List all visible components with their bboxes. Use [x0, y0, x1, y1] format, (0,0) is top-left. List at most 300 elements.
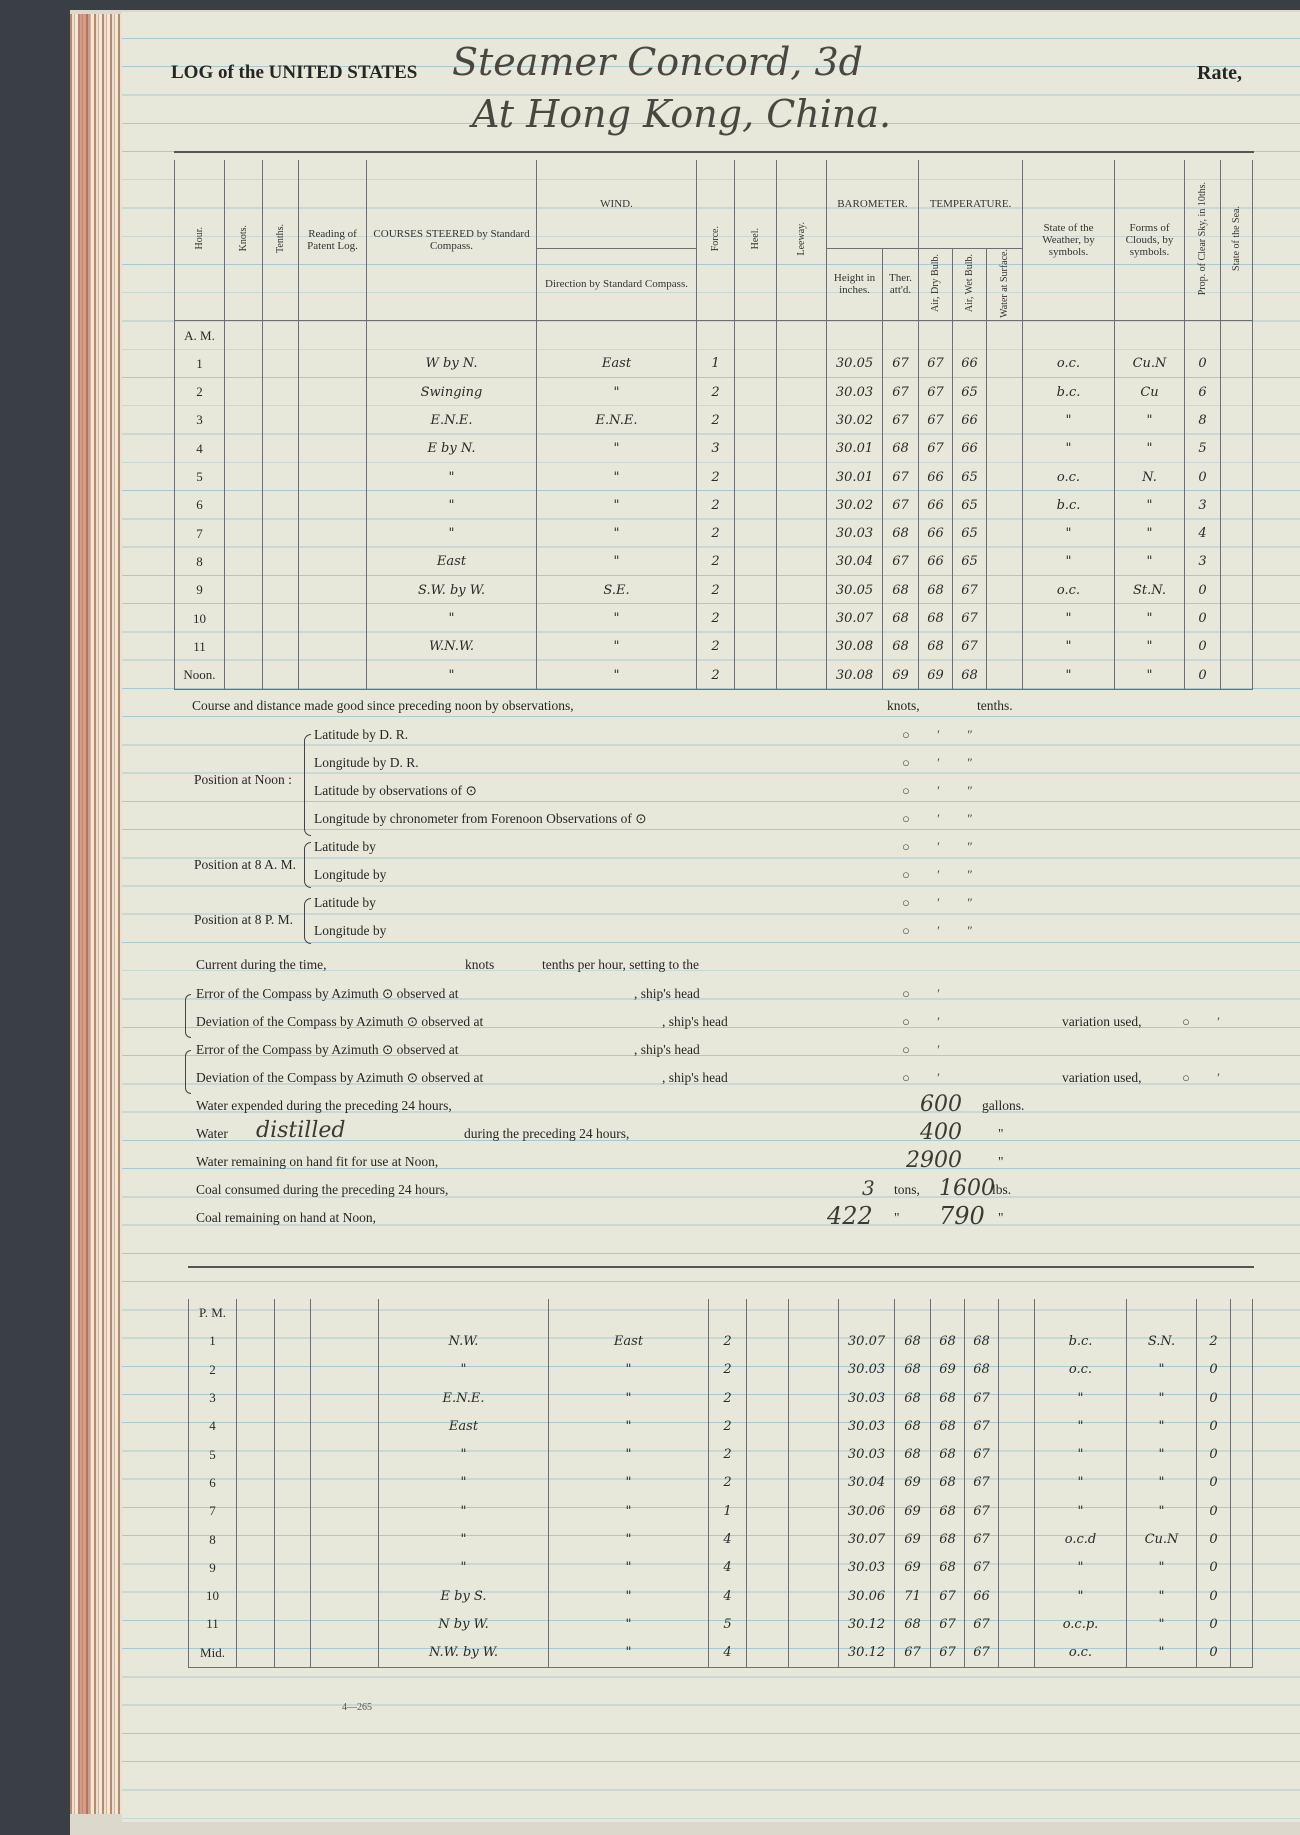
am-height-cell: 30.02 [827, 491, 883, 519]
current-knots-label: knots [465, 957, 495, 972]
coal-remaining-ditto-1: " [894, 1210, 900, 1225]
pm-clear-cell: 0 [1197, 1639, 1231, 1668]
am-course-cell: E by N. [367, 435, 537, 463]
col-air-wet: Air, Wet Bulb. [953, 248, 987, 321]
am-dry-cell: 66 [919, 519, 953, 547]
pm-wind-cell: " [549, 1384, 709, 1412]
lon-chron-label: Longitude by chronometer from Forenoon Observations of ⊙ [314, 811, 647, 826]
am-ther-cell: 68 [883, 633, 919, 661]
pm-clouds-cell: " [1127, 1412, 1197, 1440]
am-wet-cell: 68 [953, 661, 987, 690]
pm-course-cell: " [379, 1469, 549, 1497]
pm-row [189, 1610, 1253, 1638]
pm-clouds-cell: " [1127, 1610, 1197, 1638]
deviation-compass-label-2: Deviation of the Compass by Azimuth ⊙ observed at [196, 1070, 484, 1085]
brace-compass-1 [185, 994, 191, 1038]
am-force-cell: 1 [697, 350, 735, 378]
pm-hour-cell: 2 [189, 1356, 237, 1384]
am-clouds-cell: St.N. [1115, 576, 1185, 604]
pm-hour-cell: 11 [189, 1610, 237, 1638]
am-hour-cell: 3 [175, 406, 225, 434]
am-row [175, 576, 1253, 604]
pm-course-cell: N.W. by W. [379, 1639, 549, 1668]
variation-used-label-2: variation used, [1062, 1070, 1142, 1085]
rate-label: Rate, [1197, 62, 1242, 84]
am-weather-cell: b.c. [1023, 491, 1115, 519]
pm-ther-cell: 68 [895, 1610, 931, 1638]
am-weather-cell: o.c. [1023, 463, 1115, 491]
pm-wet-cell: 67 [965, 1384, 999, 1412]
am-hour-cell: 6 [175, 491, 225, 519]
pm-dry-cell: 67 [931, 1610, 965, 1638]
dm-deviation-1: ○ ′ [902, 1014, 940, 1029]
pm-wet-cell: 67 [965, 1610, 999, 1638]
pm-height-cell: 30.03 [839, 1384, 895, 1412]
pm-wind-cell: " [549, 1497, 709, 1525]
am-wind-cell: " [537, 519, 697, 547]
am-clear-cell: 0 [1185, 576, 1221, 604]
pm-force-cell: 2 [709, 1356, 747, 1384]
am-dry-cell: 69 [919, 661, 953, 690]
pm-weather-cell: " [1035, 1497, 1127, 1525]
pm-hour-cell: 5 [189, 1440, 237, 1468]
pm-row [189, 1525, 1253, 1553]
col-force: Force. [697, 160, 735, 321]
am-course-cell: W by N. [367, 350, 537, 378]
am-weather-cell: b.c. [1023, 378, 1115, 406]
am-row [175, 463, 1253, 491]
am-ther-cell: 68 [883, 576, 919, 604]
am-ther-cell: 69 [883, 661, 919, 690]
pm-wind-cell: " [549, 1356, 709, 1384]
coal-remaining-label: Coal remaining on hand at Noon, [196, 1210, 376, 1225]
pm-wind-cell: " [549, 1525, 709, 1553]
dm-variation-1: ○ ′ [1182, 1014, 1220, 1029]
dm-error-1: ○ ′ [902, 986, 940, 1001]
ships-head-label-4: , ship's head [662, 1070, 728, 1085]
pm-wind-cell: East [549, 1327, 709, 1355]
am-wet-cell: 65 [953, 548, 987, 576]
pm-ther-cell: 68 [895, 1440, 931, 1468]
am-clouds-cell: " [1115, 406, 1185, 434]
dms-lon-chron: ○ ′ ″ [902, 811, 973, 826]
pm-ther-cell: 69 [895, 1497, 931, 1525]
lat-8am-label: Latitude by [314, 839, 376, 854]
pm-clouds-cell: " [1127, 1440, 1197, 1468]
coal-consumed-label: Coal consumed during the preceding 24 hours, [196, 1182, 449, 1197]
coal-remaining-lbs: 790 [939, 1202, 985, 1230]
col-temperature: TEMPERATURE. [919, 160, 1023, 248]
pm-force-cell: 2 [709, 1440, 747, 1468]
pm-clear-cell: 0 [1197, 1525, 1231, 1553]
am-ther-cell: 67 [883, 406, 919, 434]
pm-course-cell: E.N.E. [379, 1384, 549, 1412]
pm-force-cell: 4 [709, 1639, 747, 1668]
pm-ther-cell: 69 [895, 1469, 931, 1497]
am-wind-cell: " [537, 378, 697, 406]
pm-force-cell: 4 [709, 1554, 747, 1582]
am-clouds-cell: N. [1115, 463, 1185, 491]
am-dry-cell: 67 [919, 378, 953, 406]
am-wind-cell: " [537, 548, 697, 576]
ships-head-label-1: , ship's head [634, 986, 700, 1001]
am-course-cell: East [367, 548, 537, 576]
pm-weather-cell: " [1035, 1582, 1127, 1610]
water-remaining-value: 2900 [906, 1148, 962, 1173]
water-distilled-ditto: " [998, 1126, 1004, 1141]
am-hour-cell: 1 [175, 350, 225, 378]
water-expended-label: Water expended during the preceding 24 hours, [196, 1098, 452, 1113]
am-wind-cell: " [537, 633, 697, 661]
am-dry-cell: 68 [919, 604, 953, 632]
water-remaining-ditto: " [998, 1154, 1004, 1169]
pm-row [189, 1356, 1253, 1384]
pm-clouds-cell: " [1127, 1356, 1197, 1384]
pm-wet-cell: 67 [965, 1525, 999, 1553]
pm-force-cell: 2 [709, 1384, 747, 1412]
pm-course-cell: N.W. [379, 1327, 549, 1355]
pm-wind-cell: " [549, 1639, 709, 1668]
page-edge-tint [80, 14, 90, 1814]
am-row [175, 350, 1253, 378]
pm-dry-cell: 68 [931, 1554, 965, 1582]
am-row [175, 491, 1253, 519]
dms-lon-8am: ○ ′ ″ [902, 867, 973, 882]
col-clear-sky: Prop. of Clear Sky, in 10ths. [1185, 160, 1221, 321]
position-noon-label: Position at Noon : [194, 772, 292, 787]
am-dry-cell: 66 [919, 463, 953, 491]
pm-ther-cell: 69 [895, 1554, 931, 1582]
am-hour-cell: 11 [175, 633, 225, 661]
pm-weather-cell: o.c. [1035, 1356, 1127, 1384]
am-log-table [174, 160, 1253, 690]
pm-height-cell: 30.03 [839, 1554, 895, 1582]
pm-hour-cell: Mid. [189, 1639, 237, 1668]
pm-row [189, 1497, 1253, 1525]
pm-clear-cell: 0 [1197, 1469, 1231, 1497]
am-course-cell: " [367, 604, 537, 632]
pm-table-top-rule [188, 1266, 1254, 1268]
pm-wind-cell: " [549, 1582, 709, 1610]
form-number: 4—265 [342, 1702, 372, 1713]
pm-clouds-cell: " [1127, 1384, 1197, 1412]
am-force-cell: 3 [697, 435, 735, 463]
pm-wet-cell: 67 [965, 1554, 999, 1582]
am-weather-cell: " [1023, 548, 1115, 576]
pm-force-cell: 4 [709, 1582, 747, 1610]
col-knots: Knots. [225, 160, 263, 321]
pm-wet-cell: 67 [965, 1412, 999, 1440]
am-wind-cell: " [537, 463, 697, 491]
am-force-cell: 2 [697, 604, 735, 632]
knots-label: knots, [887, 698, 920, 713]
dms-lat-8am: ○ ′ ″ [902, 839, 973, 854]
pm-wind-cell: " [549, 1412, 709, 1440]
pm-row [189, 1440, 1253, 1468]
lon-dr-label: Longitude by D. R. [314, 755, 419, 770]
am-ther-cell: 67 [883, 463, 919, 491]
water-during-label: during the preceding 24 hours, [464, 1126, 630, 1141]
pm-dry-cell: 68 [931, 1525, 965, 1553]
pm-height-cell: 30.04 [839, 1469, 895, 1497]
dm-error-2: ○ ′ [902, 1042, 940, 1057]
pm-clear-cell: 0 [1197, 1412, 1231, 1440]
dm-deviation-2: ○ ′ [902, 1070, 940, 1085]
lat-dr-label: Latitude by D. R. [314, 727, 409, 742]
am-force-cell: 2 [697, 491, 735, 519]
pm-weather-cell: " [1035, 1412, 1127, 1440]
pm-hour-cell: 7 [189, 1497, 237, 1525]
am-ther-cell: 67 [883, 548, 919, 576]
am-clouds-cell: " [1115, 548, 1185, 576]
am-clear-cell: 5 [1185, 435, 1221, 463]
am-clear-cell: 0 [1185, 604, 1221, 632]
dms-lat-obs: ○ ′ ″ [902, 783, 973, 798]
pm-height-cell: 30.12 [839, 1610, 895, 1638]
am-dry-cell: 66 [919, 491, 953, 519]
coal-remaining-ditto-2: " [998, 1210, 1004, 1225]
pm-log-table [188, 1299, 1253, 1668]
am-ther-cell: 67 [883, 491, 919, 519]
pm-ther-cell: 67 [895, 1639, 931, 1668]
vessel-name: Steamer Concord, 3d [452, 40, 863, 84]
pm-clear-cell: 0 [1197, 1554, 1231, 1582]
brace-noon [304, 734, 311, 836]
pm-dry-cell: 68 [931, 1440, 965, 1468]
am-course-cell: " [367, 661, 537, 690]
current-tenths-label: tenths per hour, setting to the [542, 957, 699, 972]
pm-ther-cell: 68 [895, 1384, 931, 1412]
tenths-label: tenths. [977, 698, 1013, 713]
am-hour-cell: 8 [175, 548, 225, 576]
am-wet-cell: 65 [953, 519, 987, 547]
am-clouds-cell: " [1115, 435, 1185, 463]
col-sea: State of the Sea. [1221, 160, 1253, 321]
col-clouds: Forms of Clouds, by symbols. [1115, 160, 1185, 321]
am-clouds-cell: Cu [1115, 378, 1185, 406]
pm-row [189, 1554, 1253, 1582]
am-course-cell: W.N.W. [367, 633, 537, 661]
am-row [175, 633, 1253, 661]
col-weather: State of the Weather, by symbols. [1023, 160, 1115, 321]
pm-row [189, 1469, 1253, 1497]
am-force-cell: 2 [697, 406, 735, 434]
am-row [175, 661, 1253, 690]
am-weather-cell: o.c. [1023, 576, 1115, 604]
dms-lon-dr: ○ ′ ″ [902, 755, 973, 770]
am-hour-cell: 4 [175, 435, 225, 463]
am-clear-cell: 6 [1185, 378, 1221, 406]
am-course-cell: " [367, 463, 537, 491]
col-courses: COURSES STEERED by Standard Compass. [367, 160, 537, 321]
am-height-cell: 30.03 [827, 378, 883, 406]
pm-wet-cell: 68 [965, 1327, 999, 1355]
am-height-cell: 30.07 [827, 604, 883, 632]
pm-height-cell: 30.07 [839, 1327, 895, 1355]
water-label: Water [196, 1126, 228, 1141]
pm-height-cell: 30.06 [839, 1497, 895, 1525]
am-clear-cell: 0 [1185, 633, 1221, 661]
pm-course-cell: " [379, 1440, 549, 1468]
am-dry-cell: 67 [919, 406, 953, 434]
am-hour-cell: 5 [175, 463, 225, 491]
error-compass-label-1: Error of the Compass by Azimuth ⊙ observed at [196, 986, 459, 1001]
pm-wind-cell: " [549, 1610, 709, 1638]
pm-wind-cell: " [549, 1554, 709, 1582]
col-baro-height: Height in inches. [827, 248, 883, 321]
pm-force-cell: 4 [709, 1525, 747, 1553]
pm-clear-cell: 2 [1197, 1327, 1231, 1355]
pm-dry-cell: 68 [931, 1469, 965, 1497]
pm-hour-cell: 10 [189, 1582, 237, 1610]
am-hour-cell: Noon. [175, 661, 225, 690]
log-title: LOG of the UNITED STATES [171, 62, 418, 83]
pm-course-cell: E by S. [379, 1582, 549, 1610]
ships-head-label-3: , ship's head [634, 1042, 700, 1057]
brace-8pm [304, 898, 311, 944]
pm-wind-cell: " [549, 1469, 709, 1497]
pm-dry-cell: 68 [931, 1497, 965, 1525]
am-wind-cell: S.E. [537, 576, 697, 604]
am-weather-cell: " [1023, 633, 1115, 661]
pm-wind-cell: " [549, 1440, 709, 1468]
col-barometer: BAROMETER. [827, 160, 919, 248]
pm-hour-cell: 9 [189, 1554, 237, 1582]
am-ther-cell: 67 [883, 378, 919, 406]
pm-clouds-cell: " [1127, 1554, 1197, 1582]
pm-force-cell: 5 [709, 1610, 747, 1638]
am-dry-cell: 67 [919, 435, 953, 463]
pm-weather-cell: " [1035, 1554, 1127, 1582]
position-8pm-label: Position at 8 P. M. [194, 912, 294, 927]
pm-row [189, 1582, 1253, 1610]
am-course-cell: Swinging [367, 378, 537, 406]
pm-dry-cell: 68 [931, 1412, 965, 1440]
am-wet-cell: 66 [953, 435, 987, 463]
am-course-cell: E.N.E. [367, 406, 537, 434]
am-wet-cell: 66 [953, 406, 987, 434]
position-8am-label: Position at 8 A. M. [194, 857, 297, 872]
am-height-cell: 30.08 [827, 661, 883, 690]
col-ther-attd: Ther. att'd. [883, 248, 919, 321]
am-wet-cell: 65 [953, 491, 987, 519]
pm-height-cell: 30.06 [839, 1582, 895, 1610]
am-force-cell: 2 [697, 661, 735, 690]
am-weather-cell: o.c. [1023, 350, 1115, 378]
am-course-cell: " [367, 519, 537, 547]
col-patent-log: Reading of Patent Log. [299, 160, 367, 321]
am-row [175, 604, 1253, 632]
am-force-cell: 2 [697, 576, 735, 604]
water-distilled-value: 400 [920, 1120, 962, 1145]
col-water-surface: Water at Surface. [987, 248, 1023, 321]
am-height-cell: 30.02 [827, 406, 883, 434]
pm-clouds-cell: Cu.N [1127, 1525, 1197, 1553]
pm-ther-cell: 68 [895, 1412, 931, 1440]
am-wet-cell: 67 [953, 576, 987, 604]
lon-8pm-label: Longitude by [314, 923, 387, 938]
pm-dry-cell: 68 [931, 1327, 965, 1355]
pm-clouds-cell: " [1127, 1639, 1197, 1668]
current-label: Current during the time, [196, 957, 327, 972]
col-hour: Hour. [175, 160, 225, 321]
pm-ther-cell: 69 [895, 1525, 931, 1553]
am-hour-cell: 10 [175, 604, 225, 632]
am-wet-cell: 65 [953, 463, 987, 491]
am-height-cell: 30.01 [827, 463, 883, 491]
lat-8pm-label: Latitude by [314, 895, 376, 910]
pm-clouds-cell: " [1127, 1582, 1197, 1610]
pm-height-cell: 30.12 [839, 1639, 895, 1668]
am-hour-cell: 9 [175, 576, 225, 604]
am-ther-cell: 68 [883, 435, 919, 463]
am-wind-cell: " [537, 491, 697, 519]
pm-ther-cell: 68 [895, 1327, 931, 1355]
am-dry-cell: 68 [919, 576, 953, 604]
pm-weather-cell: o.c.d [1035, 1525, 1127, 1553]
col-tenths: Tenths. [263, 160, 299, 321]
pm-row [189, 1412, 1253, 1440]
pm-dry-cell: 68 [931, 1384, 965, 1412]
am-hour-cell: 7 [175, 519, 225, 547]
am-force-cell: 2 [697, 548, 735, 576]
pm-dry-cell: 69 [931, 1356, 965, 1384]
am-table-top-rule [174, 151, 1254, 153]
col-heel: Heel. [735, 160, 777, 321]
am-clouds-cell: Cu.N [1115, 350, 1185, 378]
pm-force-cell: 2 [709, 1469, 747, 1497]
pm-course-cell: " [379, 1525, 549, 1553]
water-expended-value: 600 [920, 1092, 962, 1117]
page-edges [70, 14, 128, 1814]
pm-hour-cell: 3 [189, 1384, 237, 1412]
pm-height-cell: 30.03 [839, 1440, 895, 1468]
am-row [175, 519, 1253, 547]
brace-compass-2 [185, 1050, 191, 1094]
col-air-dry: Air, Dry Bulb. [919, 248, 953, 321]
coal-consumed-tons: 3 [862, 1176, 875, 1200]
water-remaining-label: Water remaining on hand fit for use at Noon, [196, 1154, 439, 1169]
pm-weather-cell: " [1035, 1469, 1127, 1497]
am-force-cell: 2 [697, 378, 735, 406]
pm-clear-cell: 0 [1197, 1356, 1231, 1384]
am-height-cell: 30.05 [827, 576, 883, 604]
pm-wet-cell: 67 [965, 1440, 999, 1468]
am-weather-cell: " [1023, 406, 1115, 434]
am-force-cell: 2 [697, 633, 735, 661]
am-clouds-cell: " [1115, 661, 1185, 690]
gallons-label: gallons. [982, 1098, 1025, 1113]
pm-weather-cell: " [1035, 1440, 1127, 1468]
pm-clear-cell: 0 [1197, 1497, 1231, 1525]
am-row [175, 548, 1253, 576]
am-weather-cell: " [1023, 435, 1115, 463]
am-course-cell: S.W. by W. [367, 576, 537, 604]
pm-hour-cell: 1 [189, 1327, 237, 1355]
am-weather-cell: " [1023, 519, 1115, 547]
pm-weather-cell: b.c. [1035, 1327, 1127, 1355]
pm-clouds-cell: " [1127, 1469, 1197, 1497]
am-course-cell: " [367, 491, 537, 519]
pm-weather-cell: o.c. [1035, 1639, 1127, 1668]
am-clear-cell: 4 [1185, 519, 1221, 547]
pm-height-cell: 30.07 [839, 1525, 895, 1553]
pm-force-cell: 2 [709, 1412, 747, 1440]
am-force-cell: 2 [697, 463, 735, 491]
pm-hour-cell: 4 [189, 1412, 237, 1440]
pm-ther-cell: 71 [895, 1582, 931, 1610]
am-dry-cell: 68 [919, 633, 953, 661]
